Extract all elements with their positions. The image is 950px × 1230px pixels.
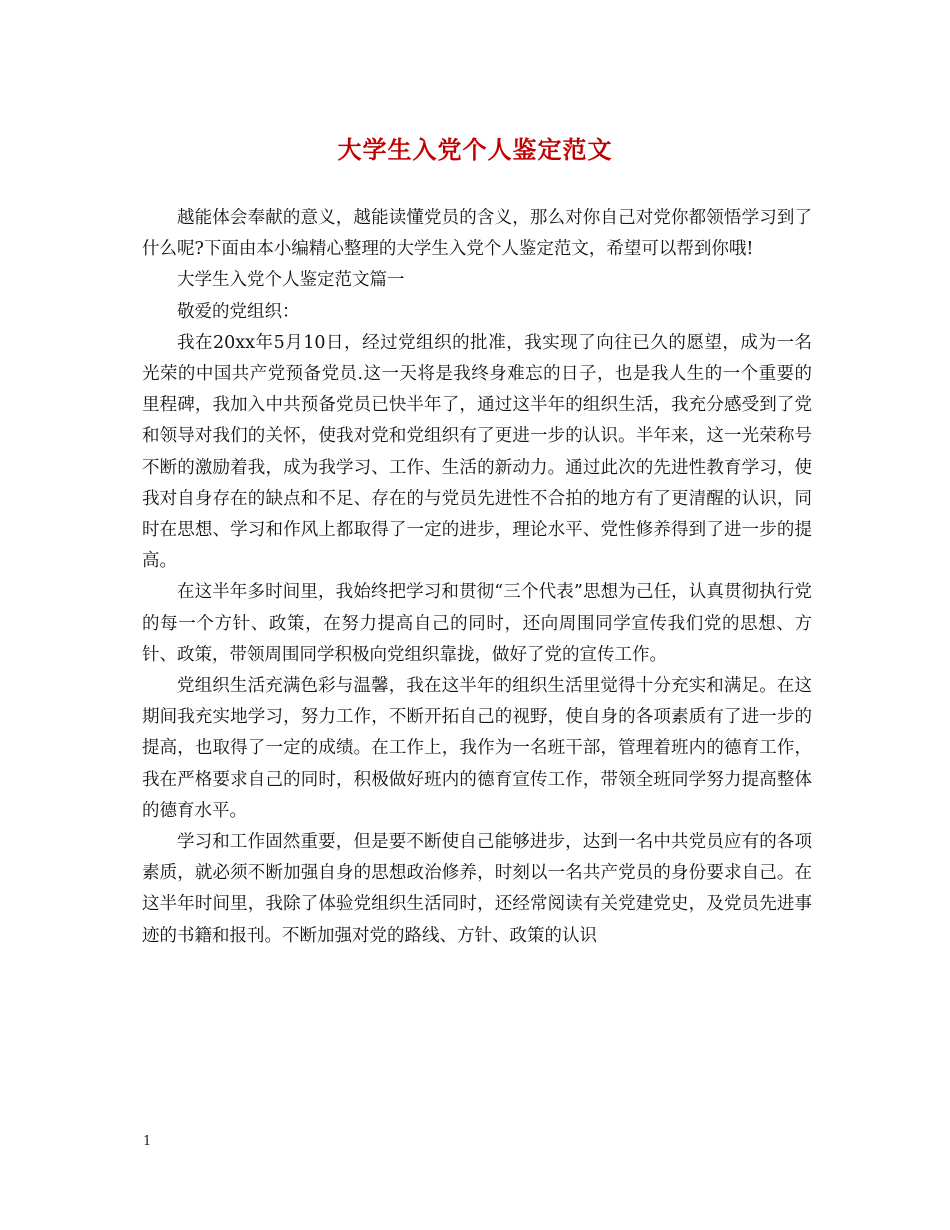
document-body bbox=[142, 203, 812, 952]
section-heading: 大学生入党个人鉴定范文篇一 bbox=[177, 270, 405, 291]
body-paragraph: 学习和工作固然重要，但是要不断使自己能够进步，达到一名中共党员应有的各项素质，就必须不断加强自身的思想政治修养，时刻以一名共产党员的身份要求自己。在这半年时间里，我除了体验党组织生活同时，还经常阅读有关党建党史，及党员先进事迹的书籍和报刊。不断加强对党的路线、方针、政策的认识 bbox=[142, 832, 812, 946]
salutation: 敬爱的党组织： bbox=[177, 301, 300, 322]
document-title: 大学生入党个人鉴定范文 bbox=[337, 135, 613, 164]
body-paragraph: 党组织生活充满色彩与温馨，我在这半年的组织生活里觉得十分充实和满足。在这期间我充实地学习，努力工作，不断开拓自己的视野，使自身的各项素质有了进一步的提高，也取得了一定的成绩。在工作上，我作为一名班干部，管理着班内的德育工作，我在严格要求自己的同时，积极做好班内的德育宣传工作，带领全班同学努力提高整体的德育水平。 bbox=[142, 676, 812, 821]
intro-paragraph: 越能体会奉献的意义，越能读懂党员的含义，那么对你自己对党你都领悟学习到了什么呢?下面由本小编精心整理的大学生入党个人鉴定范文，希望可以帮到你哦! bbox=[142, 208, 812, 260]
page-number: 1 bbox=[143, 1134, 152, 1149]
body-paragraph: 我在20xx年5月10日，经过党组织的批准，我实现了向往已久的愿望，成为一名光荣的中国共产党预备党员.这一天将是我终身难忘的日子，也是我人生的一个重要的里程碑，我加入中共预备党员已快半年了，通过这半年的组织生活，我充分感受到了党和领导对我们的关怀，使我对党和党组织有了更进一步的认识。半年来，这一光荣称号不断的激励着我，成为我学习、工作、生活的新动力。通过此次的先进性教育学习，使我对自身存在的缺点和不足、存在的与党员先进性不合拍的地方有了更清醒的认识，同时在思想、学习和作风上都取得了一定的进步，理论水平、党性修养得到了进一步的提高。 bbox=[142, 332, 812, 572]
body-paragraph: 在这半年多时间里，我始终把学习和贯彻“三个代表”思想为己任，认真贯彻执行党的每一个方针、政策，在努力提高自己的同时，还向周围同学宣传我们党的思想、方针、政策，带领周围同学积极向党组织靠拢，做好了党的宣传工作。 bbox=[142, 582, 812, 665]
